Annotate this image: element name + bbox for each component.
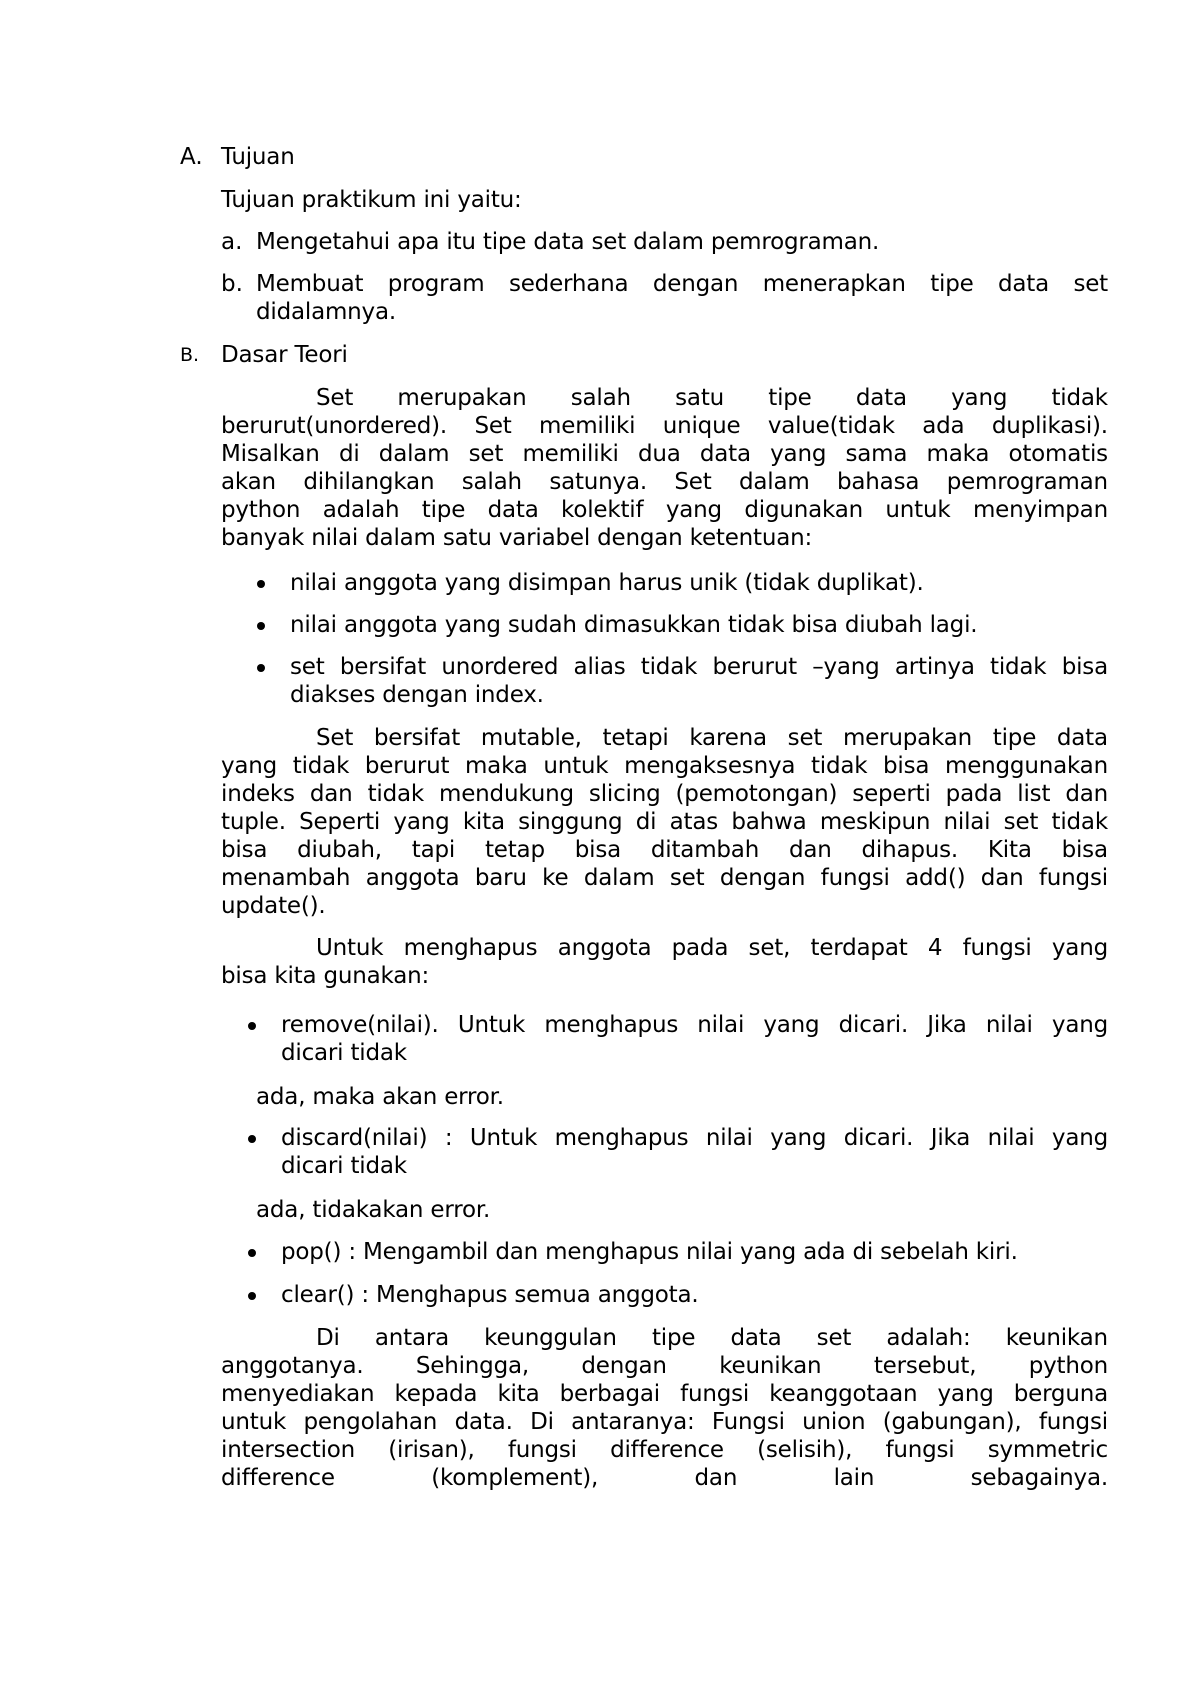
list-marker-a: a.: [221, 229, 243, 255]
paragraph-2-line: Set bersifat mutable, tetapi karena set merupakan tipe data: [316, 725, 1108, 751]
section-a-intro: Tujuan praktikum ini yaitu:: [221, 187, 522, 213]
bullet-list-2-item-line: clear() : Menghapus semua anggota.: [281, 1282, 699, 1308]
list-marker-b: b.: [221, 271, 243, 297]
bullet-dot-icon: [248, 1135, 256, 1143]
section-a-marker: A.: [180, 144, 203, 170]
bullet-list-2-item-line: pop() : Mengambil dan menghapus nilai yang ada di sebelah kiri.: [281, 1239, 1018, 1265]
section-b-heading: Dasar Teori: [221, 342, 348, 368]
list-item-a-text: Mengetahui apa itu tipe data set dalam pemrograman.: [256, 229, 880, 255]
paragraph-4-line: untuk pengolahan data. Di antaranya: Fungsi union (gabungan), fungsi: [221, 1409, 1108, 1435]
paragraph-4-line: Di antara keunggulan tipe data set adalah: keunikan: [316, 1325, 1108, 1351]
paragraph-1-line: berurut(unordered). Set memiliki unique value(tidak ada duplikasi).: [221, 413, 1108, 439]
paragraph-4-line: intersection (irisan), fungsi difference (selisih), fungsi symmetric: [221, 1437, 1108, 1463]
bullet-list-2-item-line: discard(nilai) : Untuk menghapus nilai yang dicari. Jika nilai yang: [281, 1125, 1108, 1151]
paragraph-1-line: python adalah tipe data kolektif yang digunakan untuk menyimpan: [221, 497, 1108, 523]
paragraph-4-line: difference (komplement), dan lain sebagainya.: [221, 1465, 1108, 1491]
bullet-dot-icon: [257, 664, 265, 672]
bullet-dot-icon: [248, 1022, 256, 1030]
bullet-list-2-item-continuation: ada, maka akan error.: [256, 1084, 504, 1110]
bullet-dot-icon: [248, 1292, 256, 1300]
section-b-marker: B.: [180, 344, 200, 366]
paragraph-1-line: Misalkan di dalam set memiliki dua data yang sama maka otomatis: [221, 441, 1108, 467]
bullet-list-2-item-continuation: ada, tidakakan error.: [256, 1197, 491, 1223]
paragraph-4-line: anggotanya. Sehingga, dengan keunikan tersebut, python: [221, 1353, 1108, 1379]
list-item-b-line-2: didalamnya.: [256, 299, 396, 325]
paragraph-2-line: tuple. Seperti yang kita singgung di atas bahwa meskipun nilai set tidak: [221, 809, 1108, 835]
bullet-list-1-item-line: diakses dengan index.: [290, 682, 544, 708]
paragraph-1-line: Set merupakan salah satu tipe data yang tidak: [316, 385, 1108, 411]
paragraph-4-line: menyediakan kepada kita berbagai fungsi keanggotaan yang berguna: [221, 1381, 1108, 1407]
paragraph-2-line: update().: [221, 893, 326, 919]
paragraph-1-line: banyak nilai dalam satu variabel dengan ketentuan:: [221, 525, 813, 551]
paragraph-3-line: Untuk menghapus anggota pada set, terdapat 4 fungsi yang: [316, 935, 1108, 961]
bullet-dot-icon: [257, 622, 265, 630]
bullet-list-2-item-line: dicari tidak: [281, 1040, 407, 1066]
bullet-dot-icon: [248, 1249, 256, 1257]
bullet-list-1-item-line: nilai anggota yang disimpan harus unik (tidak duplikat).: [290, 570, 924, 596]
bullet-list-1-item-line: set bersifat unordered alias tidak berurut –yang artinya tidak bisa: [290, 654, 1108, 680]
bullet-dot-icon: [257, 580, 265, 588]
paragraph-2-line: indeks dan tidak mendukung slicing (pemotongan) seperti pada list dan: [221, 781, 1108, 807]
bullet-list-2-item-line: dicari tidak: [281, 1153, 407, 1179]
section-a-heading: Tujuan: [221, 144, 295, 170]
bullet-list-2-item-line: remove(nilai). Untuk menghapus nilai yang dicari. Jika nilai yang: [281, 1012, 1108, 1038]
paragraph-3-line: bisa kita gunakan:: [221, 963, 430, 989]
list-item-b-line-1: Membuat program sederhana dengan menerapkan tipe data set: [256, 271, 1108, 297]
bullet-list-1-item-line: nilai anggota yang sudah dimasukkan tidak bisa diubah lagi.: [290, 612, 978, 638]
paragraph-2-line: bisa diubah, tapi tetap bisa ditambah dan dihapus. Kita bisa: [221, 837, 1108, 863]
paragraph-2-line: menambah anggota baru ke dalam set dengan fungsi add() dan fungsi: [221, 865, 1108, 891]
paragraph-2-line: yang tidak berurut maka untuk mengaksesnya tidak bisa menggunakan: [221, 753, 1108, 779]
paragraph-1-line: akan dihilangkan salah satunya. Set dalam bahasa pemrograman: [221, 469, 1108, 495]
